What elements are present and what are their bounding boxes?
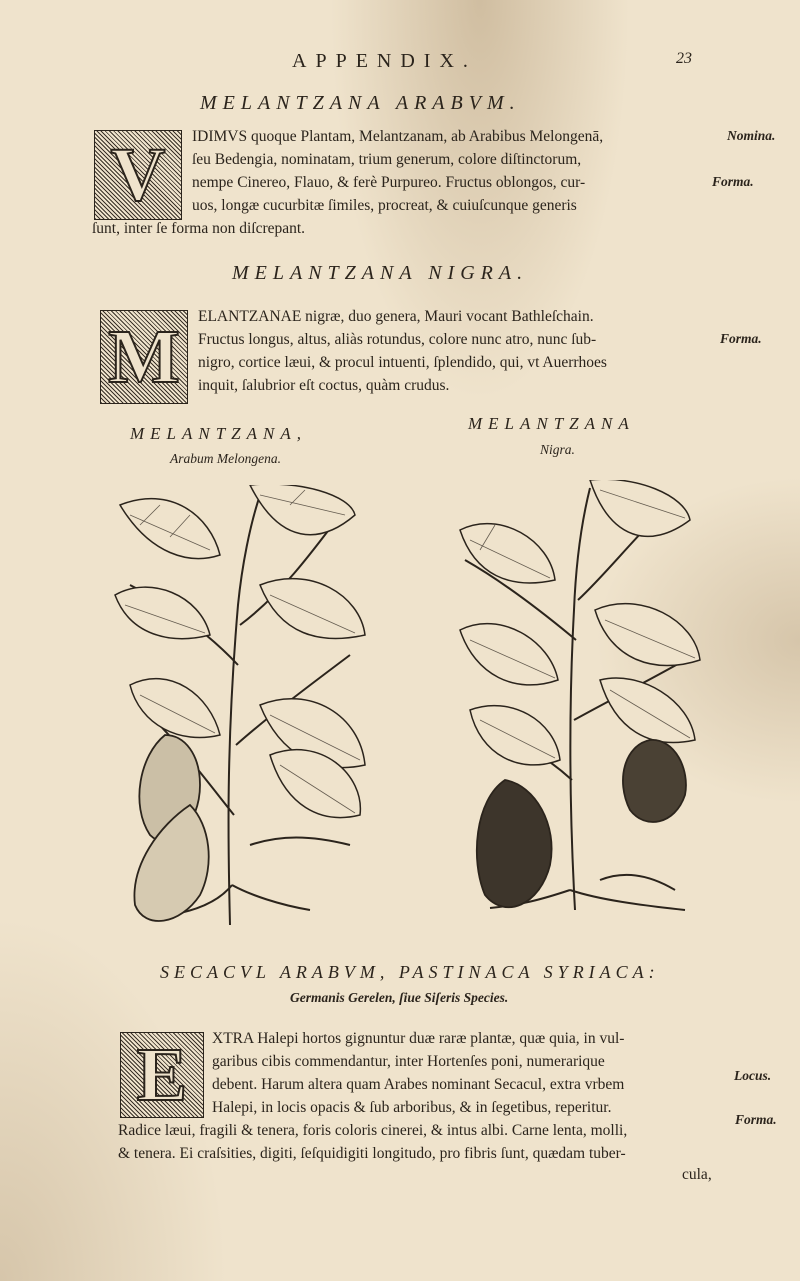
section2-line-4: inquit, ſalubrior eſt coctus, quàm crudus. [198,377,450,394]
section3-line-2: garibus cibis commendantur, inter Hortenſes poni, numerarique [212,1053,605,1070]
page-number: 23 [676,50,692,67]
margin-note-forma-3: Forma. [735,1112,777,1127]
running-title: APPENDIX. [292,50,477,72]
section2-line-3: nigro, cortice læui, & procul intuenti, ſplendido, qui, vt Auerrhoes [198,354,607,371]
section1-line-1: IDIMVS quoque Plantam, Melantzanam, ab Arabibus Melongenā, [192,128,604,145]
initial-letter: V [110,133,166,217]
figure-right-subcaption: Nigra. [540,442,575,457]
section3-line-5: Radice læui, fragili & tenera, foris coloris cinerei, & intus albi. Carne lenta, molli, [118,1122,628,1139]
section3-line-6: & tenera. Ei craſsities, digiti, ſeſquidigiti longitudo, pro fibris ſunt, quædam tuber- [118,1145,626,1162]
eggplant-arabum-woodcut [110,485,380,930]
section1-line-2: ſeu Bedengia, nominatam, trium generum, colore diſtinctorum, [192,151,582,168]
figure-left-subcaption: Arabum Melongena. [170,451,281,466]
section2-line-1: ELANTZANAE nigræ, duo genera, Mauri vocant Bathleſchain. [198,308,594,325]
section3-subtitle: Germanis Gerelen, ſiue Siſeris Species. [290,990,509,1005]
initial-letter: E [136,1033,188,1117]
decorated-initial-e [120,1032,204,1118]
figure-left-caption: MELANTZANA, [130,424,307,443]
decorated-initial-v [94,130,182,220]
margin-note-nomina: Nomina. [727,128,776,143]
decorated-initial-m [100,310,188,404]
margin-note-forma-1: Forma. [712,174,754,189]
figure-right-caption: MELANTZANA [468,414,635,433]
section1-line-5: ſunt, inter ſe forma non diſcrepant. [92,220,306,237]
margin-note-forma-2: Forma. [720,331,762,346]
section-title-melantzana-nigra: MELANTZANA NIGRA. [232,262,529,284]
section-title-melantzana-arabum: MELANTZANA ARABVM. [200,92,521,114]
margin-note-locus: Locus. [734,1068,772,1083]
section1-line-3: nempe Cinereo, Flauo, & ferè Purpureo. Fructus oblongos, cur- [192,174,586,191]
section1-line-4: uos, longæ cucurbitæ ſimiles, procreat, & cuiuſcunque generis [192,197,577,214]
section-title-secacul: SECACVL ARABVM, PASTINACA SYRIACA: [160,962,660,982]
catchword: cula, [682,1166,712,1183]
initial-letter: M [108,315,180,399]
section3-line-4: Halepi, in locis opacis & ſub arboribus, & in ſegetibus, reperitur. [212,1099,612,1116]
section3-line-3: debent. Harum altera quam Arabes nominant Secacul, extra vrbem [212,1076,625,1093]
eggplant-nigra-woodcut [450,480,710,925]
section3-line-1: XTRA Halepi hortos gignuntur duæ raræ plantæ, quæ quia, in vul- [212,1030,625,1047]
section2-line-2: Fructus longus, altus, aliàs rotundus, colore nunc atro, nunc ſub- [198,331,597,348]
